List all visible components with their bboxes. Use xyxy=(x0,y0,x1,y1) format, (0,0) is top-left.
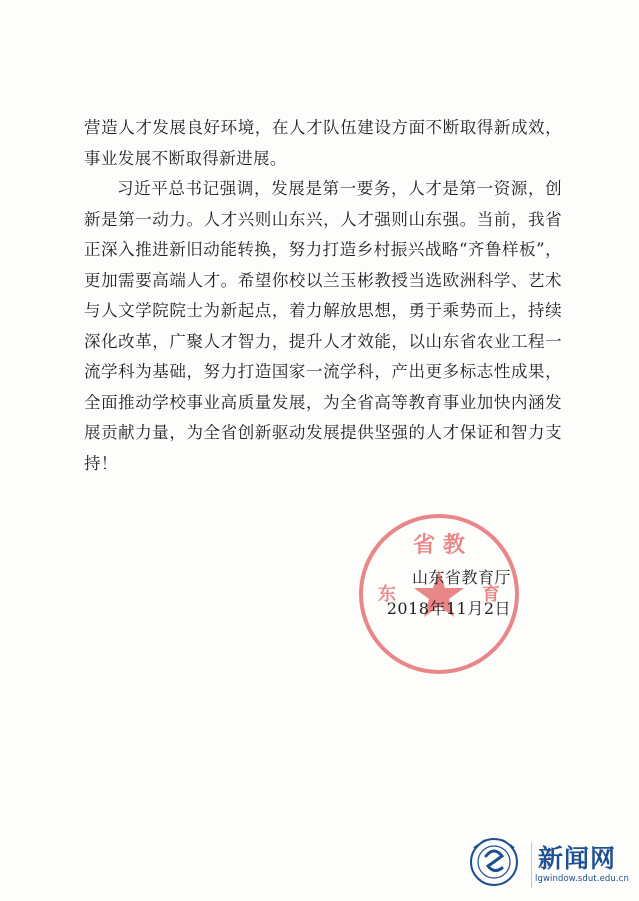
official-seal-stamp xyxy=(357,512,521,676)
letter-body xyxy=(84,113,562,479)
footer-divider xyxy=(531,842,532,888)
svg-text:省 教: 省 教 xyxy=(413,533,465,558)
footer-site-title: 新闻网 xyxy=(538,844,617,873)
signature-organization: 山东省教育厅 xyxy=(411,568,511,587)
letter-paragraph-2: 习近平总书记强调，发展是第一要务，人才是第一资源，创新是第一动力。人才兴则山东兴，人才强则山东强。当前，我省正深入推进新旧动能转换，努力打造乡村振兴战略“齐鲁样板”，更加需要高端人才。希望你校以兰玉彬教授当选欧洲科学、艺术与人文学院院士为新起点，着力解放思想，勇于乘势而上，持续深化改革，广聚人才智力，提升人才效能，以山东省农业工程一流学科为基础，努力打造国家一流学科，产出更多标志性成果，全面推动学校事业高质量发展，为全省高等教育事业加快内涵发展贡献力量，为全省创新驱动发展提供坚强的人才保证和智力支持！ xyxy=(84,179,562,473)
university-logo-icon xyxy=(464,836,528,888)
letter-paragraph-1: 营造人才发展良好环境，在人才队伍建设方面不断取得新成效，事业发展不断取得新进展。 xyxy=(84,118,562,168)
footer-site-url: lgwindow.sdut.edu.cn xyxy=(535,874,629,884)
svg-text:东: 东 xyxy=(378,584,396,605)
signature-date: 2018年11月2日 xyxy=(386,599,511,618)
svg-text:育: 育 xyxy=(482,584,500,605)
